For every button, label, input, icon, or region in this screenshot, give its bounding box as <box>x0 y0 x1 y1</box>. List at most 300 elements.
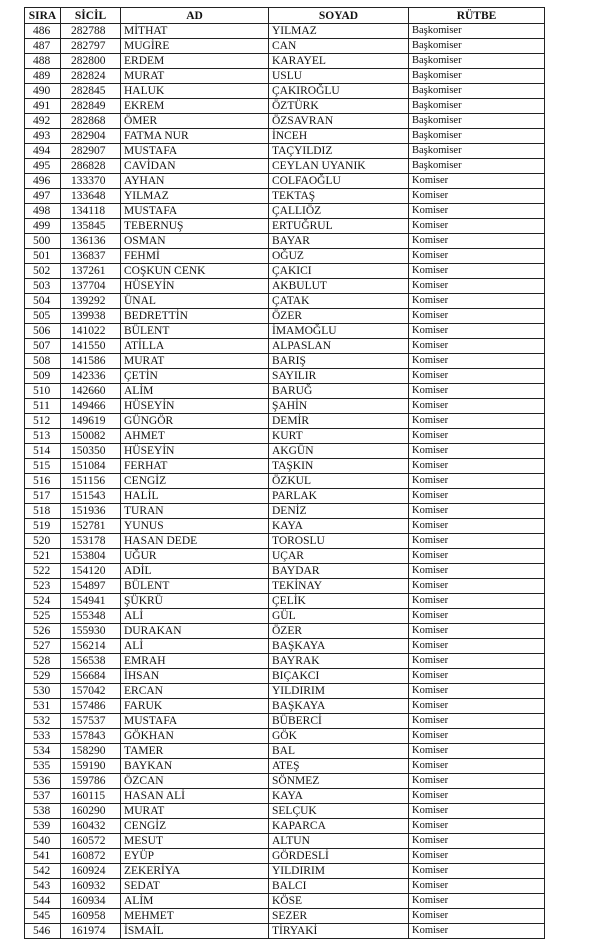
cell-rutbe: Komiser <box>409 189 545 204</box>
cell-sicil: 154941 <box>61 594 121 609</box>
table-row <box>25 549 545 564</box>
table-row <box>25 294 545 309</box>
cell-sicil: 155348 <box>61 609 121 624</box>
cell-sicil: 282849 <box>61 99 121 114</box>
cell-sicil: 282824 <box>61 69 121 84</box>
cell-sicil: 282845 <box>61 84 121 99</box>
cell-soyad: ALPASLAN <box>269 339 409 354</box>
cell-sicil: 160958 <box>61 909 121 924</box>
cell-sicil: 159786 <box>61 774 121 789</box>
cell-rutbe: Komiser <box>409 174 545 189</box>
cell-sicil: 282797 <box>61 39 121 54</box>
cell-sira: 497 <box>25 189 61 204</box>
cell-sicil: 142336 <box>61 369 121 384</box>
table-row <box>25 189 545 204</box>
cell-soyad: ÇAKICI <box>269 264 409 279</box>
cell-soyad: YILDIRIM <box>269 684 409 699</box>
table-row <box>25 669 545 684</box>
cell-rutbe: Komiser <box>409 489 545 504</box>
table-row <box>25 459 545 474</box>
table-row <box>25 219 545 234</box>
cell-sira: 522 <box>25 564 61 579</box>
cell-sira: 510 <box>25 384 61 399</box>
table-row <box>25 99 545 114</box>
cell-rutbe: Komiser <box>409 474 545 489</box>
cell-rutbe: Komiser <box>409 834 545 849</box>
cell-ad: AYHAN <box>121 174 269 189</box>
cell-rutbe: Komiser <box>409 234 545 249</box>
cell-rutbe: Başkomiser <box>409 24 545 39</box>
cell-soyad: YILMAZ <box>269 24 409 39</box>
cell-sira: 533 <box>25 729 61 744</box>
cell-rutbe: Komiser <box>409 924 545 939</box>
cell-sicil: 135845 <box>61 219 121 234</box>
cell-soyad: SELÇUK <box>269 804 409 819</box>
cell-soyad: ÇATAK <box>269 294 409 309</box>
cell-ad: MUSTAFA <box>121 144 269 159</box>
cell-rutbe: Başkomiser <box>409 159 545 174</box>
cell-sicil: 157486 <box>61 699 121 714</box>
cell-sira: 546 <box>25 924 61 939</box>
cell-ad: ADİL <box>121 564 269 579</box>
cell-sicil: 151156 <box>61 474 121 489</box>
cell-sicil: 282904 <box>61 129 121 144</box>
cell-rutbe: Komiser <box>409 639 545 654</box>
cell-sira: 527 <box>25 639 61 654</box>
cell-sira: 503 <box>25 279 61 294</box>
cell-sicil: 286828 <box>61 159 121 174</box>
cell-soyad: KARAYEL <box>269 54 409 69</box>
table-row <box>25 24 545 39</box>
cell-soyad: KAPARCA <box>269 819 409 834</box>
cell-sira: 538 <box>25 804 61 819</box>
cell-soyad: ÇELİK <box>269 594 409 609</box>
cell-rutbe: Başkomiser <box>409 84 545 99</box>
cell-rutbe: Komiser <box>409 684 545 699</box>
cell-sicil: 160572 <box>61 834 121 849</box>
cell-sira: 516 <box>25 474 61 489</box>
cell-soyad: SAYILIR <box>269 369 409 384</box>
cell-soyad: CEYLAN UYANIK <box>269 159 409 174</box>
cell-ad: SEDAT <box>121 879 269 894</box>
cell-ad: ÖMER <box>121 114 269 129</box>
cell-sira: 537 <box>25 789 61 804</box>
table-row <box>25 429 545 444</box>
cell-rutbe: Başkomiser <box>409 99 545 114</box>
cell-ad: MURAT <box>121 354 269 369</box>
cell-sicil: 160290 <box>61 804 121 819</box>
cell-ad: MUGİRE <box>121 39 269 54</box>
cell-soyad: BAŞKAYA <box>269 699 409 714</box>
cell-ad: ÇETİN <box>121 369 269 384</box>
cell-ad: TURAN <box>121 504 269 519</box>
cell-rutbe: Komiser <box>409 909 545 924</box>
cell-sicil: 151084 <box>61 459 121 474</box>
cell-sira: 517 <box>25 489 61 504</box>
cell-sira: 507 <box>25 339 61 354</box>
cell-ad: MEHMET <box>121 909 269 924</box>
cell-sira: 486 <box>25 24 61 39</box>
table-row <box>25 399 545 414</box>
cell-ad: MURAT <box>121 69 269 84</box>
cell-sira: 543 <box>25 879 61 894</box>
table-row <box>25 594 545 609</box>
cell-soyad: ERTUĞRUL <box>269 219 409 234</box>
cell-soyad: TEKİNAY <box>269 579 409 594</box>
cell-soyad: GÜL <box>269 609 409 624</box>
table-row <box>25 159 545 174</box>
table-row <box>25 894 545 909</box>
cell-ad: GÜNGÖR <box>121 414 269 429</box>
table-row <box>25 684 545 699</box>
cell-ad: MİTHAT <box>121 24 269 39</box>
cell-sicil: 160924 <box>61 864 121 879</box>
table-row <box>25 144 545 159</box>
cell-rutbe: Komiser <box>409 864 545 879</box>
cell-ad: HASAN ALİ <box>121 789 269 804</box>
cell-sicil: 137261 <box>61 264 121 279</box>
table-row <box>25 234 545 249</box>
cell-sicil: 153178 <box>61 534 121 549</box>
header-soyad: SOYAD <box>269 8 409 24</box>
cell-soyad: BAYDAR <box>269 564 409 579</box>
cell-sira: 532 <box>25 714 61 729</box>
cell-rutbe: Komiser <box>409 339 545 354</box>
cell-sira: 514 <box>25 444 61 459</box>
cell-rutbe: Komiser <box>409 759 545 774</box>
cell-sira: 530 <box>25 684 61 699</box>
cell-sicil: 141022 <box>61 324 121 339</box>
cell-sicil: 156538 <box>61 654 121 669</box>
cell-ad: FATMA NUR <box>121 129 269 144</box>
table-row <box>25 489 545 504</box>
cell-rutbe: Komiser <box>409 429 545 444</box>
cell-sicil: 141586 <box>61 354 121 369</box>
table-row <box>25 924 545 939</box>
cell-ad: BAYKAN <box>121 759 269 774</box>
cell-sira: 496 <box>25 174 61 189</box>
table-row <box>25 204 545 219</box>
cell-rutbe: Komiser <box>409 294 545 309</box>
cell-ad: ÜNAL <box>121 294 269 309</box>
cell-soyad: GÖK <box>269 729 409 744</box>
cell-soyad: BARUĞ <box>269 384 409 399</box>
cell-ad: CAVİDAN <box>121 159 269 174</box>
cell-rutbe: Komiser <box>409 309 545 324</box>
cell-soyad: DEMİR <box>269 414 409 429</box>
cell-ad: ŞÜKRÜ <box>121 594 269 609</box>
table-row <box>25 129 545 144</box>
cell-ad: AHMET <box>121 429 269 444</box>
table-row <box>25 639 545 654</box>
cell-ad: ATİLLA <box>121 339 269 354</box>
cell-soyad: BALCI <box>269 879 409 894</box>
cell-sira: 506 <box>25 324 61 339</box>
cell-soyad: ALTUN <box>269 834 409 849</box>
cell-sira: 494 <box>25 144 61 159</box>
cell-ad: MESUT <box>121 834 269 849</box>
cell-sira: 495 <box>25 159 61 174</box>
cell-soyad: AKBULUT <box>269 279 409 294</box>
cell-sira: 535 <box>25 759 61 774</box>
cell-sira: 526 <box>25 624 61 639</box>
cell-sira: 521 <box>25 549 61 564</box>
table-row <box>25 504 545 519</box>
cell-sicil: 134118 <box>61 204 121 219</box>
cell-sira: 513 <box>25 429 61 444</box>
cell-ad: ERCAN <box>121 684 269 699</box>
table-row <box>25 324 545 339</box>
cell-sira: 523 <box>25 579 61 594</box>
cell-soyad: ÖZER <box>269 624 409 639</box>
cell-sicil: 154897 <box>61 579 121 594</box>
cell-ad: DURAKAN <box>121 624 269 639</box>
table-row <box>25 834 545 849</box>
cell-rutbe: Komiser <box>409 549 545 564</box>
cell-sira: 536 <box>25 774 61 789</box>
cell-ad: MURAT <box>121 804 269 819</box>
cell-ad: HASAN DEDE <box>121 534 269 549</box>
cell-sicil: 282868 <box>61 114 121 129</box>
table-row <box>25 729 545 744</box>
cell-sira: 501 <box>25 249 61 264</box>
cell-ad: ALİ <box>121 639 269 654</box>
table-row <box>25 174 545 189</box>
cell-sicil: 151936 <box>61 504 121 519</box>
cell-sira: 520 <box>25 534 61 549</box>
cell-ad: ALİM <box>121 894 269 909</box>
cell-soyad: DENİZ <box>269 504 409 519</box>
header-ad: AD <box>121 8 269 24</box>
table-row <box>25 39 545 54</box>
cell-ad: GÖKHAN <box>121 729 269 744</box>
cell-rutbe: Komiser <box>409 564 545 579</box>
cell-ad: HÜSEYİN <box>121 399 269 414</box>
cell-soyad: ÇALLIÖZ <box>269 204 409 219</box>
cell-soyad: TAŞKIN <box>269 459 409 474</box>
cell-sira: 508 <box>25 354 61 369</box>
cell-ad: CENGİZ <box>121 474 269 489</box>
cell-sira: 541 <box>25 849 61 864</box>
cell-soyad: BIÇAKCI <box>269 669 409 684</box>
cell-soyad: ATEŞ <box>269 759 409 774</box>
cell-ad: HALİL <box>121 489 269 504</box>
cell-sicil: 282788 <box>61 24 121 39</box>
cell-sira: 493 <box>25 129 61 144</box>
cell-ad: MUSTAFA <box>121 204 269 219</box>
table-row <box>25 339 545 354</box>
cell-sicil: 160115 <box>61 789 121 804</box>
cell-rutbe: Komiser <box>409 459 545 474</box>
cell-sira: 540 <box>25 834 61 849</box>
cell-ad: EKREM <box>121 99 269 114</box>
cell-sicil: 152781 <box>61 519 121 534</box>
cell-rutbe: Komiser <box>409 444 545 459</box>
cell-ad: ZEKERİYA <box>121 864 269 879</box>
table-row <box>25 69 545 84</box>
table-row <box>25 54 545 69</box>
cell-sicil: 156214 <box>61 639 121 654</box>
cell-soyad: ÖZTÜRK <box>269 99 409 114</box>
table-row <box>25 624 545 639</box>
cell-rutbe: Komiser <box>409 699 545 714</box>
cell-sicil: 136837 <box>61 249 121 264</box>
cell-sira: 502 <box>25 264 61 279</box>
cell-soyad: CAN <box>269 39 409 54</box>
cell-rutbe: Komiser <box>409 624 545 639</box>
cell-rutbe: Komiser <box>409 669 545 684</box>
cell-ad: BÜLENT <box>121 324 269 339</box>
cell-rutbe: Başkomiser <box>409 129 545 144</box>
table-row <box>25 864 545 879</box>
cell-sicil: 139292 <box>61 294 121 309</box>
cell-sira: 492 <box>25 114 61 129</box>
cell-rutbe: Komiser <box>409 849 545 864</box>
table-row <box>25 384 545 399</box>
cell-sira: 490 <box>25 84 61 99</box>
cell-sira: 519 <box>25 519 61 534</box>
cell-rutbe: Komiser <box>409 249 545 264</box>
cell-sicil: 151543 <box>61 489 121 504</box>
table-row <box>25 414 545 429</box>
table-row <box>25 309 545 324</box>
cell-sicil: 159190 <box>61 759 121 774</box>
cell-sicil: 158290 <box>61 744 121 759</box>
table-row <box>25 879 545 894</box>
cell-ad: OSMAN <box>121 234 269 249</box>
cell-sicil: 150350 <box>61 444 121 459</box>
cell-soyad: GÖRDESLİ <box>269 849 409 864</box>
cell-soyad: BAYAR <box>269 234 409 249</box>
cell-sicil: 133370 <box>61 174 121 189</box>
cell-soyad: BÜBERCİ <box>269 714 409 729</box>
cell-ad: İHSAN <box>121 669 269 684</box>
cell-sira: 509 <box>25 369 61 384</box>
table-row <box>25 654 545 669</box>
cell-soyad: UÇAR <box>269 549 409 564</box>
cell-sicil: 149619 <box>61 414 121 429</box>
table-row <box>25 114 545 129</box>
cell-sira: 499 <box>25 219 61 234</box>
cell-rutbe: Komiser <box>409 219 545 234</box>
cell-ad: EMRAH <box>121 654 269 669</box>
table-row <box>25 804 545 819</box>
table-row <box>25 609 545 624</box>
cell-soyad: ÖZER <box>269 309 409 324</box>
table-row <box>25 369 545 384</box>
cell-rutbe: Komiser <box>409 819 545 834</box>
cell-ad: CENGİZ <box>121 819 269 834</box>
cell-soyad: TOROSLU <box>269 534 409 549</box>
cell-ad: YUNUS <box>121 519 269 534</box>
cell-sira: 524 <box>25 594 61 609</box>
table-row <box>25 579 545 594</box>
cell-rutbe: Komiser <box>409 894 545 909</box>
cell-soyad: İMAMOĞLU <box>269 324 409 339</box>
cell-sira: 534 <box>25 744 61 759</box>
table-row <box>25 744 545 759</box>
cell-rutbe: Komiser <box>409 579 545 594</box>
cell-sicil: 142660 <box>61 384 121 399</box>
cell-soyad: PARLAK <box>269 489 409 504</box>
cell-sira: 539 <box>25 819 61 834</box>
cell-sira: 545 <box>25 909 61 924</box>
cell-sicil: 157042 <box>61 684 121 699</box>
table-row <box>25 84 545 99</box>
cell-ad: HÜSEYİN <box>121 279 269 294</box>
cell-rutbe: Komiser <box>409 594 545 609</box>
cell-rutbe: Komiser <box>409 774 545 789</box>
cell-sicil: 161974 <box>61 924 121 939</box>
personnel-table <box>24 7 545 939</box>
cell-ad: UĞUR <box>121 549 269 564</box>
table-body <box>25 24 545 939</box>
cell-ad: ÖZCAN <box>121 774 269 789</box>
cell-sicil: 156684 <box>61 669 121 684</box>
cell-rutbe: Komiser <box>409 519 545 534</box>
cell-rutbe: Başkomiser <box>409 69 545 84</box>
cell-soyad: BAŞKAYA <box>269 639 409 654</box>
cell-sicil: 136136 <box>61 234 121 249</box>
table-row <box>25 354 545 369</box>
cell-ad: HÜSEYİN <box>121 444 269 459</box>
table-row <box>25 849 545 864</box>
cell-sicil: 160872 <box>61 849 121 864</box>
table-row <box>25 249 545 264</box>
cell-sira: 487 <box>25 39 61 54</box>
cell-rutbe: Başkomiser <box>409 114 545 129</box>
cell-soyad: TEKTAŞ <box>269 189 409 204</box>
cell-soyad: USLU <box>269 69 409 84</box>
cell-sicil: 139938 <box>61 309 121 324</box>
cell-sira: 488 <box>25 54 61 69</box>
cell-ad: ALİ <box>121 609 269 624</box>
cell-soyad: KAYA <box>269 789 409 804</box>
cell-rutbe: Komiser <box>409 789 545 804</box>
cell-rutbe: Komiser <box>409 729 545 744</box>
cell-ad: HALUK <box>121 84 269 99</box>
cell-rutbe: Komiser <box>409 504 545 519</box>
cell-soyad: ÖZKUL <box>269 474 409 489</box>
cell-sicil: 149466 <box>61 399 121 414</box>
cell-soyad: ÇAKIROĞLU <box>269 84 409 99</box>
table-row <box>25 699 545 714</box>
cell-sira: 511 <box>25 399 61 414</box>
cell-ad: İSMAİL <box>121 924 269 939</box>
table-row <box>25 759 545 774</box>
table-row <box>25 264 545 279</box>
table-row <box>25 444 545 459</box>
cell-sicil: 153804 <box>61 549 121 564</box>
cell-soyad: TAÇYILDIZ <box>269 144 409 159</box>
cell-rutbe: Komiser <box>409 384 545 399</box>
cell-rutbe: Komiser <box>409 414 545 429</box>
cell-soyad: KURT <box>269 429 409 444</box>
cell-soyad: SEZER <box>269 909 409 924</box>
table-row <box>25 714 545 729</box>
cell-rutbe: Komiser <box>409 714 545 729</box>
cell-rutbe: Komiser <box>409 204 545 219</box>
header-sicil: SİCİL <box>61 8 121 24</box>
cell-ad: ALİM <box>121 384 269 399</box>
table-row <box>25 774 545 789</box>
cell-ad: ERDEM <box>121 54 269 69</box>
cell-sicil: 150082 <box>61 429 121 444</box>
cell-rutbe: Komiser <box>409 354 545 369</box>
cell-soyad: KAYA <box>269 519 409 534</box>
cell-soyad: İNCEH <box>269 129 409 144</box>
cell-rutbe: Komiser <box>409 369 545 384</box>
